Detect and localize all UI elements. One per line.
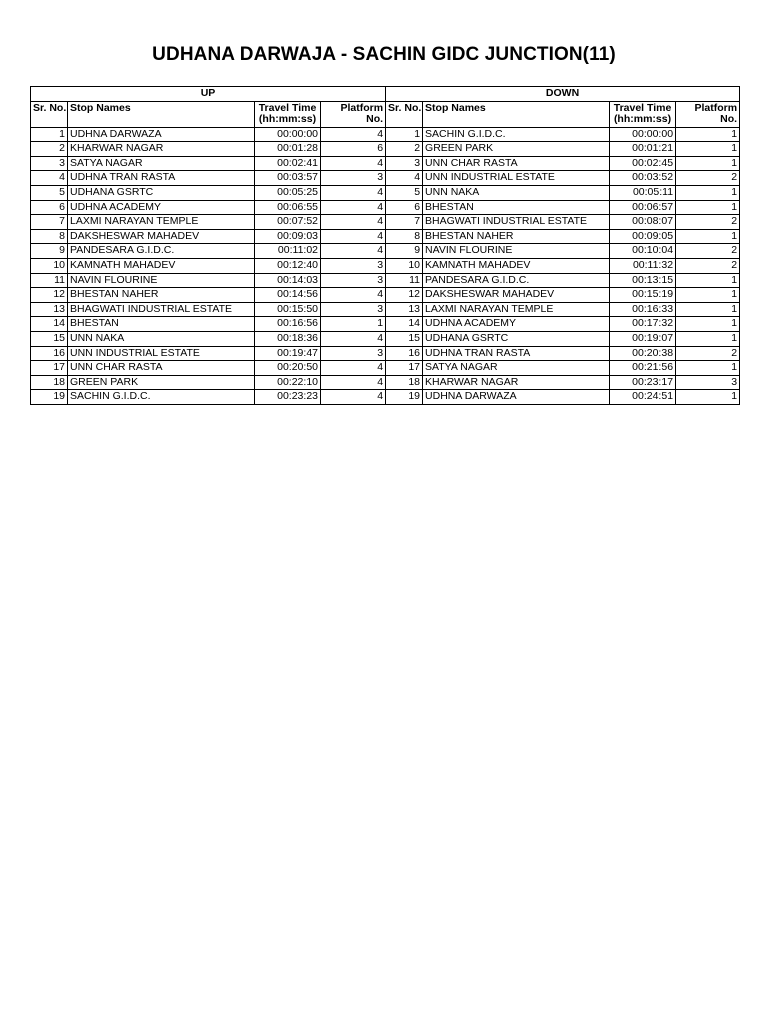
table-row: [31, 200, 740, 215]
down-travel-time-cell: 00:09:05: [610, 229, 676, 244]
down-platform-no-cell: 1: [676, 331, 740, 346]
down-sr-no-cell: 10: [386, 258, 423, 273]
down-platform-no-cell: 2: [676, 346, 740, 361]
up-sr-no-cell: 8: [31, 229, 68, 244]
up-platform-no-cell: 4: [321, 244, 386, 259]
up-stop-name-cell: PANDESARA G.I.D.C.: [68, 244, 255, 259]
down-stop-name-cell: SATYA NAGAR: [423, 361, 610, 376]
down-sr-no-cell: 6: [386, 200, 423, 215]
down-stop-name-cell: PANDESARA G.I.D.C.: [423, 273, 610, 288]
up-platform-no-cell: 3: [321, 258, 386, 273]
down-stop-name-cell: GREEN PARK: [423, 142, 610, 157]
down-travel-time-header: Travel Time (hh:mm:ss): [610, 101, 676, 127]
up-stop-name-cell: UDHNA DARWAZA: [68, 127, 255, 142]
down-platform-no-cell: 1: [676, 156, 740, 171]
up-stop-name-cell: UNN CHAR RASTA: [68, 361, 255, 376]
down-sr-no-cell: 12: [386, 288, 423, 303]
up-platform-no-cell: 4: [321, 288, 386, 303]
up-sr-no-cell: 1: [31, 127, 68, 142]
down-travel-time-cell: 00:02:45: [610, 156, 676, 171]
down-travel-time-cell: 00:21:56: [610, 361, 676, 376]
down-stop-name-cell: UDHNA TRAN RASTA: [423, 346, 610, 361]
up-stop-name-cell: GREEN PARK: [68, 375, 255, 390]
up-platform-no-cell: 4: [321, 200, 386, 215]
down-sr-no-cell: 17: [386, 361, 423, 376]
down-sr-no-cell: 2: [386, 142, 423, 157]
up-stop-name-cell: BHESTAN: [68, 317, 255, 332]
down-platform-no-cell: 1: [676, 142, 740, 157]
down-sr-no-header: Sr. No.: [386, 101, 423, 127]
down-platform-no-cell: 1: [676, 288, 740, 303]
table-row: [31, 142, 740, 157]
down-sr-no-cell: 1: [386, 127, 423, 142]
down-platform-no-cell: 2: [676, 171, 740, 186]
up-travel-time-cell: 00:14:56: [255, 288, 321, 303]
table-row: [31, 215, 740, 230]
up-travel-time-cell: 00:22:10: [255, 375, 321, 390]
up-travel-time-cell: 00:09:03: [255, 229, 321, 244]
up-sr-no-cell: 12: [31, 288, 68, 303]
up-sr-no-cell: 6: [31, 200, 68, 215]
up-travel-time-header: Travel Time (hh:mm:ss): [255, 101, 321, 127]
table-row: [31, 185, 740, 200]
down-travel-time-cell: 00:13:15: [610, 273, 676, 288]
down-sr-no-cell: 18: [386, 375, 423, 390]
down-stop-name-cell: NAVIN FLOURINE: [423, 244, 610, 259]
up-travel-time-cell: 00:18:36: [255, 331, 321, 346]
up-sr-no-cell: 19: [31, 390, 68, 405]
down-platform-no-cell: 1: [676, 200, 740, 215]
down-sr-no-cell: 4: [386, 171, 423, 186]
up-travel-time-cell: 00:14:03: [255, 273, 321, 288]
down-direction-header: DOWN: [386, 87, 740, 102]
up-sr-no-cell: 15: [31, 331, 68, 346]
up-platform-no-cell: 4: [321, 156, 386, 171]
down-stop-name-cell: LAXMI NARAYAN TEMPLE: [423, 302, 610, 317]
up-sr-no-cell: 14: [31, 317, 68, 332]
down-travel-time-cell: 00:01:21: [610, 142, 676, 157]
down-platform-no-cell: 1: [676, 390, 740, 405]
down-travel-time-cell: 00:23:17: [610, 375, 676, 390]
up-platform-no-cell: 4: [321, 331, 386, 346]
down-travel-time-cell: 00:00:00: [610, 127, 676, 142]
up-platform-no-cell: 3: [321, 273, 386, 288]
table-row: [31, 127, 740, 142]
down-stop-name-cell: BHESTAN NAHER: [423, 229, 610, 244]
table-row: [31, 346, 740, 361]
down-stop-name-cell: UNN CHAR RASTA: [423, 156, 610, 171]
up-travel-time-cell: 00:02:41: [255, 156, 321, 171]
down-stop-name-cell: SACHIN G.I.D.C.: [423, 127, 610, 142]
down-platform-no-cell: 1: [676, 185, 740, 200]
down-stop-name-cell: KAMNATH MAHADEV: [423, 258, 610, 273]
down-travel-time-cell: 00:03:52: [610, 171, 676, 186]
down-stop-name-cell: UNN INDUSTRIAL ESTATE: [423, 171, 610, 186]
down-stop-name-cell: BHESTAN: [423, 200, 610, 215]
up-platform-no-cell: 4: [321, 361, 386, 376]
up-platform-no-cell: 1: [321, 317, 386, 332]
up-travel-time-cell: 00:03:57: [255, 171, 321, 186]
up-sr-no-cell: 3: [31, 156, 68, 171]
down-stop-names-header: Stop Names: [423, 101, 610, 127]
down-travel-time-cell: 00:19:07: [610, 331, 676, 346]
up-sr-no-cell: 16: [31, 346, 68, 361]
up-stop-name-cell: UDHNA ACADEMY: [68, 200, 255, 215]
up-sr-no-cell: 11: [31, 273, 68, 288]
up-direction-header: UP: [31, 87, 386, 102]
down-stop-name-cell: BHAGWATI INDUSTRIAL ESTATE: [423, 215, 610, 230]
up-travel-time-cell: 00:23:23: [255, 390, 321, 405]
up-sr-no-cell: 2: [31, 142, 68, 157]
down-platform-no-cell: 2: [676, 244, 740, 259]
up-stop-name-cell: UNN INDUSTRIAL ESTATE: [68, 346, 255, 361]
down-stop-name-cell: DAKSHESWAR MAHADEV: [423, 288, 610, 303]
up-stop-name-cell: BHESTAN NAHER: [68, 288, 255, 303]
table-row: [31, 302, 740, 317]
up-stop-name-cell: NAVIN FLOURINE: [68, 273, 255, 288]
up-stop-name-cell: UDHANA GSRTC: [68, 185, 255, 200]
up-travel-time-cell: 00:15:50: [255, 302, 321, 317]
table-row: [31, 390, 740, 405]
table-row: [31, 229, 740, 244]
down-sr-no-cell: 13: [386, 302, 423, 317]
page-title: UDHANA DARWAJA - SACHIN GIDC JUNCTION(11): [152, 44, 616, 65]
up-stop-name-cell: BHAGWATI INDUSTRIAL ESTATE: [68, 302, 255, 317]
down-travel-time-cell: 00:16:33: [610, 302, 676, 317]
down-platform-no-cell: 1: [676, 361, 740, 376]
schedule-table: [30, 86, 740, 405]
down-stop-name-cell: UDHANA GSRTC: [423, 331, 610, 346]
down-travel-time-cell: 00:15:19: [610, 288, 676, 303]
down-sr-no-cell: 14: [386, 317, 423, 332]
up-platform-header: Platform No.: [321, 101, 386, 127]
up-platform-no-cell: 3: [321, 302, 386, 317]
down-platform-no-cell: 2: [676, 258, 740, 273]
down-sr-no-cell: 11: [386, 273, 423, 288]
table-row: [31, 361, 740, 376]
up-sr-no-header: Sr. No.: [31, 101, 68, 127]
up-platform-no-cell: 4: [321, 375, 386, 390]
up-sr-no-cell: 17: [31, 361, 68, 376]
up-sr-no-cell: 5: [31, 185, 68, 200]
down-sr-no-cell: 3: [386, 156, 423, 171]
down-sr-no-cell: 8: [386, 229, 423, 244]
table-row: [31, 288, 740, 303]
down-stop-name-cell: UDHNA DARWAZA: [423, 390, 610, 405]
table-row: [31, 317, 740, 332]
up-travel-time-cell: 00:12:40: [255, 258, 321, 273]
up-platform-no-cell: 4: [321, 390, 386, 405]
up-travel-time-cell: 00:07:52: [255, 215, 321, 230]
down-platform-no-cell: 1: [676, 317, 740, 332]
up-stop-name-cell: UDHNA TRAN RASTA: [68, 171, 255, 186]
up-travel-time-cell: 00:01:28: [255, 142, 321, 157]
up-sr-no-cell: 7: [31, 215, 68, 230]
table-row: [31, 331, 740, 346]
down-sr-no-cell: 19: [386, 390, 423, 405]
up-travel-time-cell: 00:06:55: [255, 200, 321, 215]
up-travel-time-cell: 00:05:25: [255, 185, 321, 200]
up-travel-time-cell: 00:19:47: [255, 346, 321, 361]
up-stop-name-cell: DAKSHESWAR MAHADEV: [68, 229, 255, 244]
up-sr-no-cell: 18: [31, 375, 68, 390]
down-stop-name-cell: UDHNA ACADEMY: [423, 317, 610, 332]
up-stop-name-cell: LAXMI NARAYAN TEMPLE: [68, 215, 255, 230]
down-sr-no-cell: 7: [386, 215, 423, 230]
up-travel-time-cell: 00:20:50: [255, 361, 321, 376]
down-stop-name-cell: KHARWAR NAGAR: [423, 375, 610, 390]
down-travel-time-cell: 00:17:32: [610, 317, 676, 332]
up-sr-no-cell: 9: [31, 244, 68, 259]
up-platform-no-cell: 3: [321, 346, 386, 361]
down-travel-time-cell: 00:05:11: [610, 185, 676, 200]
up-platform-no-cell: 4: [321, 215, 386, 230]
up-stop-name-cell: UNN NAKA: [68, 331, 255, 346]
down-platform-no-cell: 1: [676, 127, 740, 142]
down-platform-no-cell: 1: [676, 302, 740, 317]
down-sr-no-cell: 5: [386, 185, 423, 200]
down-travel-time-cell: 00:24:51: [610, 390, 676, 405]
up-sr-no-cell: 13: [31, 302, 68, 317]
down-travel-time-cell: 00:11:32: [610, 258, 676, 273]
up-platform-no-cell: 4: [321, 185, 386, 200]
table-row: [31, 156, 740, 171]
down-travel-time-cell: 00:08:07: [610, 215, 676, 230]
down-travel-time-cell: 00:10:04: [610, 244, 676, 259]
down-platform-no-cell: 1: [676, 229, 740, 244]
up-platform-no-cell: 3: [321, 171, 386, 186]
up-stop-name-cell: SATYA NAGAR: [68, 156, 255, 171]
down-platform-no-cell: 1: [676, 273, 740, 288]
down-platform-no-cell: 3: [676, 375, 740, 390]
down-sr-no-cell: 9: [386, 244, 423, 259]
up-platform-no-cell: 4: [321, 229, 386, 244]
table-row: [31, 375, 740, 390]
up-platform-no-cell: 4: [321, 127, 386, 142]
table-row: [31, 171, 740, 186]
up-sr-no-cell: 4: [31, 171, 68, 186]
table-row: [31, 258, 740, 273]
up-platform-no-cell: 6: [321, 142, 386, 157]
down-stop-name-cell: UNN NAKA: [423, 185, 610, 200]
up-sr-no-cell: 10: [31, 258, 68, 273]
up-stop-name-cell: SACHIN G.I.D.C.: [68, 390, 255, 405]
down-platform-no-cell: 2: [676, 215, 740, 230]
table-row: [31, 244, 740, 259]
down-platform-header: Platform No.: [676, 101, 740, 127]
table-row: [31, 273, 740, 288]
up-travel-time-cell: 00:11:02: [255, 244, 321, 259]
up-travel-time-cell: 00:00:00: [255, 127, 321, 142]
down-sr-no-cell: 16: [386, 346, 423, 361]
up-travel-time-cell: 00:16:56: [255, 317, 321, 332]
up-stop-names-header: Stop Names: [68, 101, 255, 127]
up-stop-name-cell: KAMNATH MAHADEV: [68, 258, 255, 273]
down-sr-no-cell: 15: [386, 331, 423, 346]
down-travel-time-cell: 00:20:38: [610, 346, 676, 361]
down-travel-time-cell: 00:06:57: [610, 200, 676, 215]
up-stop-name-cell: KHARWAR NAGAR: [68, 142, 255, 157]
